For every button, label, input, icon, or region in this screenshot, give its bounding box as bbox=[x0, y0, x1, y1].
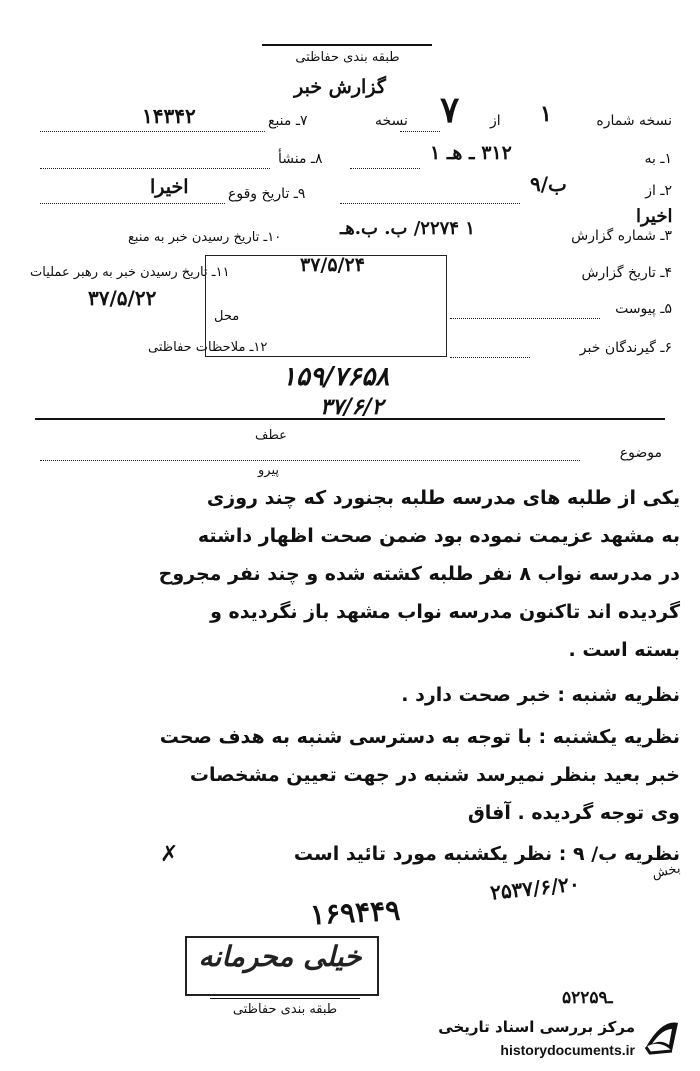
handwritten-number: ۱۵۹/۷۶۵۸ bbox=[282, 362, 390, 392]
stamp-number: ۱۶۹۴۴۹ bbox=[309, 893, 402, 932]
classification-top: طبقه بندی حفاظتی bbox=[295, 50, 400, 65]
occurrence-value: اخیرا bbox=[150, 176, 189, 198]
to-label: ۱ـ به bbox=[644, 151, 672, 167]
reference-top-label: عطف bbox=[255, 428, 287, 443]
dotted-line bbox=[340, 203, 520, 204]
body-line-4: گردیده اند تاکنون مدرسه نواب مشهد باز نگردیده و bbox=[210, 601, 680, 623]
body-line-1: یکی از طلبه های مدرسه طلبه بجنورد که چند روزی bbox=[206, 487, 680, 509]
report-date-value: ۳۷/۵/۲۴ bbox=[300, 254, 365, 276]
hq-arrival-label: ۱۱ـ تاریخ رسیدن خبر به رهبر عملیات bbox=[30, 265, 230, 280]
body-line-2: به مشهد عزیمت نموده بود ضمن صحت اظهار داشته bbox=[197, 525, 680, 547]
body-line-3: در مدرسه نواب ۸ نفر طلبه کشته شده و چند نفر مجروح bbox=[158, 563, 680, 585]
archive-logo-icon bbox=[642, 1017, 682, 1055]
report-no-value: ۱ ۲۲۷۴/ ب. ب.هـ bbox=[340, 218, 475, 239]
check-mark-icon: ✗ bbox=[160, 842, 179, 867]
to-value: ۳۱۲ ـ هـ ۱ bbox=[430, 142, 512, 164]
security-notes-label: ۱۲ـ ملاحظات حفاظتی bbox=[148, 340, 268, 355]
copy-label: نسخه bbox=[375, 113, 408, 129]
copy-no-label: نسخه شماره bbox=[596, 113, 672, 129]
dotted-line bbox=[450, 318, 600, 319]
opinion-sunday-line-3: وی توجه گردیده . آفاق bbox=[467, 802, 680, 824]
subject-label: موضوع bbox=[619, 445, 662, 461]
opinion-b9: نظریه ب/ ۹ : نظر یکشنبه مورد تائید است bbox=[293, 843, 680, 865]
opinion-saturday: نظریه شنبه : خبر صحت دارد . bbox=[401, 684, 680, 706]
handwritten-date: ۳۷/۶/۲ bbox=[320, 394, 384, 420]
source-value: ۱۴۳۴۲ bbox=[142, 104, 196, 128]
origin-label: ۸ـ منشأ bbox=[278, 151, 323, 167]
report-date-label: ۴ـ تاریخ گزارش bbox=[581, 265, 672, 281]
page-title: گزارش خبر bbox=[294, 76, 386, 98]
dotted-line bbox=[40, 168, 270, 169]
dotted-line bbox=[350, 168, 420, 169]
margin-word: بخش bbox=[650, 861, 682, 882]
footer-rule bbox=[210, 998, 360, 999]
archive-stamp-text: خیلی محرمانه bbox=[198, 940, 362, 973]
arrival-label: ۱۰ـ تاریخ رسیدن خبر به منبع bbox=[128, 230, 282, 245]
margin-note: اخیرا bbox=[636, 206, 673, 227]
opinion-sunday-line-2: خبر بعید بنظر نمیرسد شنبه در جهت تعیین مشخصات bbox=[189, 764, 680, 786]
report-no-label: ۳ـ شماره گزارش bbox=[571, 228, 672, 244]
form-code: ۵۲ـ۲۵۹ bbox=[562, 988, 613, 1008]
attachment-label: ۵ـ پیوست bbox=[615, 301, 672, 317]
place-label: محل bbox=[214, 309, 240, 324]
reference-bottom-label: پیرو bbox=[258, 463, 279, 478]
subject-line bbox=[40, 460, 580, 461]
from-value: ب/۹ bbox=[530, 172, 567, 196]
source-label: ۷ـ منبع bbox=[268, 113, 308, 129]
dotted-line bbox=[40, 131, 265, 132]
of-label: از bbox=[490, 113, 501, 129]
occurrence-label: ۹ـ تاریخ وقوع bbox=[228, 186, 306, 202]
copy-no-value: ۱ bbox=[540, 101, 552, 127]
section-divider bbox=[35, 418, 665, 420]
watermark-org: مرکز بررسی اسناد تاریخی bbox=[438, 1018, 635, 1036]
classification-bottom: طبقه بندی حفاظتی bbox=[232, 1002, 338, 1017]
header-rule bbox=[262, 44, 432, 46]
stamp-date: ۲۵۳۷/۶/۲۰ bbox=[488, 871, 581, 905]
body-line-5: بسته است . bbox=[568, 639, 680, 661]
opinion-sunday-line-1: نظریه یکشنبه : با توجه به دسترسی شنبه به هدف صحت bbox=[159, 726, 680, 748]
of-value: ۷ bbox=[440, 89, 460, 131]
hq-arrival-value: ۳۷/۵/۲۲ bbox=[88, 286, 157, 310]
dotted-line bbox=[450, 357, 530, 358]
watermark-url: historydocuments.ir bbox=[500, 1042, 635, 1058]
from-label: ۲ـ از bbox=[645, 183, 672, 199]
dotted-line bbox=[40, 203, 225, 204]
recipients-label: ۶ـ گیرندگان خبر bbox=[579, 340, 672, 356]
dotted-line bbox=[400, 131, 440, 132]
